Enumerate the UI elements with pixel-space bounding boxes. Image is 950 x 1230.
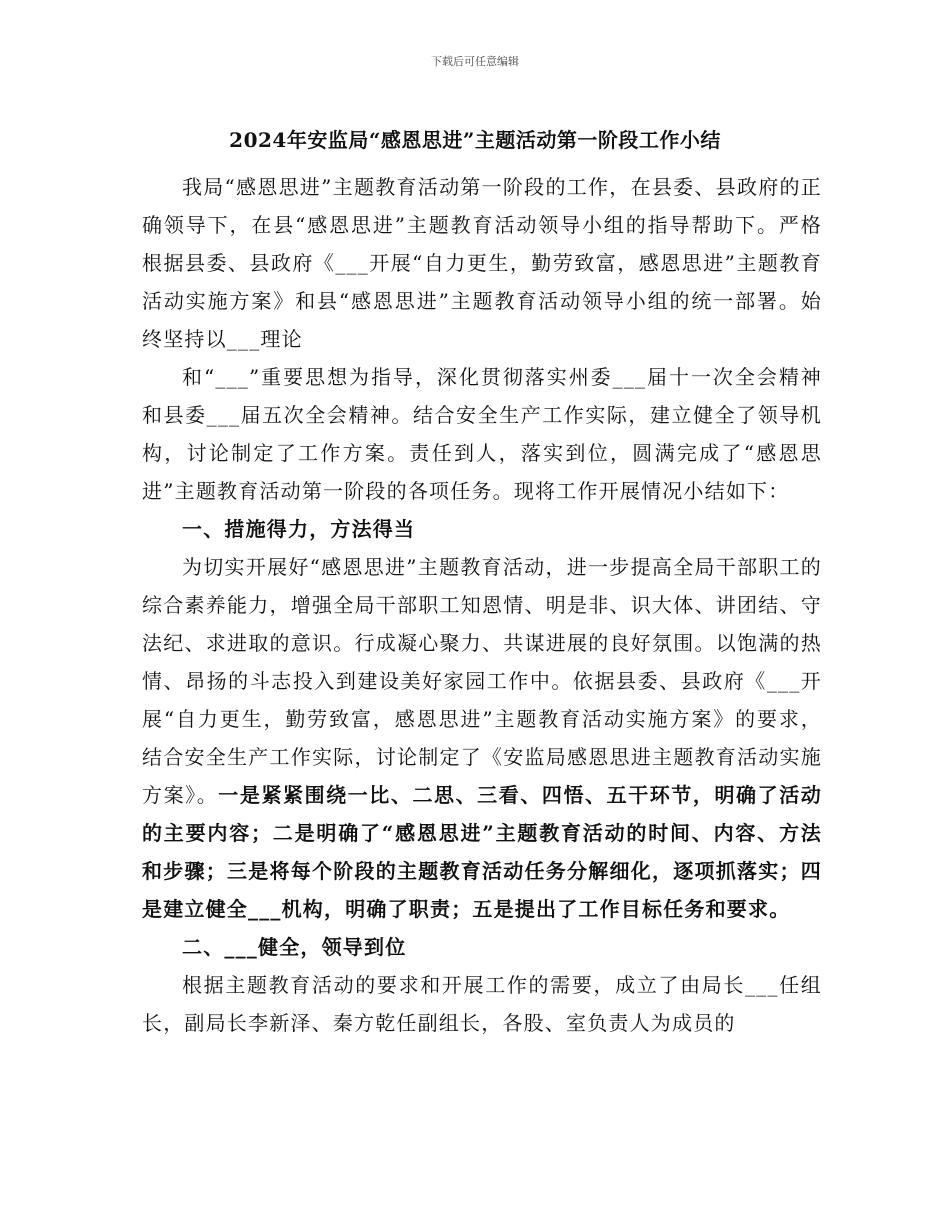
section-heading-1: 一、措施得力，方法得当 [182,517,416,541]
paragraph-measures-bold: 一是紧紧围绕一比、二思、三看、四悟、五干环节，明确了活动的主要内容；二是明确了“感恩思进”主题教育活动的时间、内容、方法和步骤；三是将每个阶段的主题教育活动任务分解细化，逐项抓落实；四是建立健全___机构，明确了职责；五是提出了工作目标任务和要求。 [142,783,822,921]
paragraph-measures [142,548,822,928]
paragraph-intro: 我局“感恩思进”主题教育活动第一阶段的工作，在县委、县政府的正确领导下，在县“感恩思进”主题教育活动领导小组的指导帮助下。严格根据县委、县政府《___开展“自力更生，勤劳致富，感恩思进”主题教育活动实施方案》和县“感恩思进”主题教育活动领导小组的统一部署。始终坚持以___理论 [142,175,822,351]
paragraph-organization: 根据主题教育活动的要求和开展工作的需要，成立了由局长___任组长，副局长李新泽、秦方乾任副组长，各股、室负责人为成员的 [142,973,822,1035]
header-note: 下载后可任意编辑 [431,55,519,68]
paragraph-measures-text: 为切实开展好“感恩思进”主题教育活动，进一步提高全局干部职工的综合素养能力，增强全局干部职工知恩情、明是非、识大体、讲团结、守法纪、求进取的意识。行成凝心聚力、共谋进展的良好氛围。以饱满的热情、昂扬的斗志投入到建设美好家园工作中。依据县委、县政府《___开展“自力更生，勤劳致富，感恩思进”主题教育活动实施方案》的要求，结合安全生产工作实际，讨论制定了《安监局感恩思进主题教育活动实施方案》。 [142,555,822,807]
document-title: 2024年安监局“感恩思进”主题活动第一阶段工作小结 [229,128,721,152]
section-heading-2: 二、___健全，领导到位 [182,935,407,959]
document-body [142,168,822,1042]
paragraph-guidance: 和“___”重要思想为指导，深化贯彻落实州委___届十一次全会精神和县委___届五次全会精神。结合安全生产工作实际，建立健全了领导机构，讨论制定了工作方案。责任到人，落实到位，圆满完成了“感恩思进”主题教育活动第一阶段的各项任务。现将工作开展情况小结如下： [142,365,822,503]
